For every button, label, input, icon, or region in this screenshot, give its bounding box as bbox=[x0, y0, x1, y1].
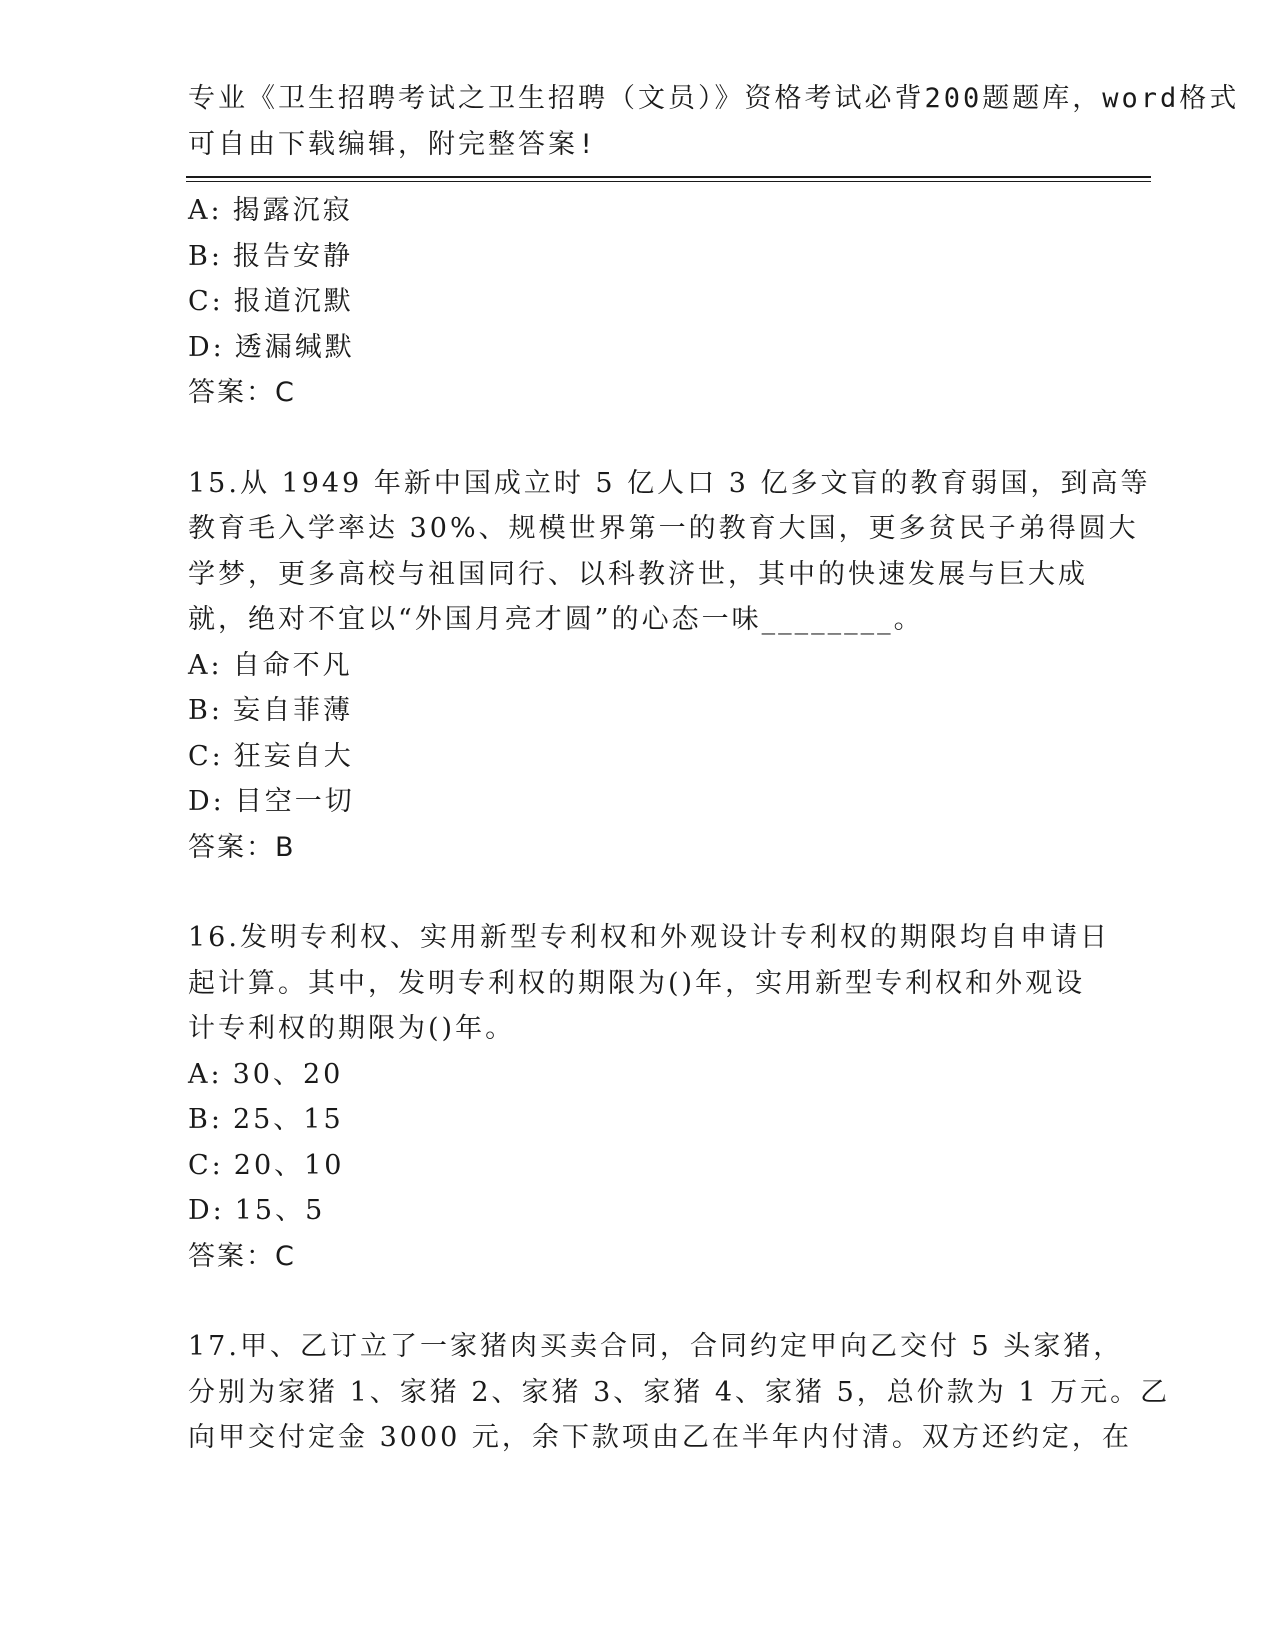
question-text-line: 就，绝对不宜以“外国月亮才圆”的心态一味________。 bbox=[188, 604, 924, 635]
option-text: 自命不凡 bbox=[232, 649, 353, 681]
header-line-1: 专业《卫生招聘考试之卫生招聘（文员）》资格考试必背200题题库，word格式 bbox=[188, 83, 1240, 114]
question-text-line: 计专利权的期限为()年。 bbox=[188, 1013, 516, 1044]
spacer bbox=[188, 416, 1088, 461]
option-a bbox=[188, 188, 1088, 234]
option-text: 狂妄自大 bbox=[233, 740, 354, 772]
question-text-line: 15.从 1949 年新中国成立时 5 亿人口 3 亿多文盲的教育弱国，到高等 bbox=[188, 467, 1151, 499]
question-text-line: 向甲交付定金 3000 元，余下款项由乙在半年内付清。双方还约定，在 bbox=[188, 1422, 1132, 1453]
option-label: D: bbox=[188, 331, 225, 363]
question-17 bbox=[188, 1324, 1171, 1461]
question-text-line: 教育毛入学率达 30%、规模世界第一的教育大国，更多贫民子弟得圆大 bbox=[188, 513, 1139, 544]
answer-line: 答案：C bbox=[188, 1240, 296, 1272]
answer-line: 答案：B bbox=[188, 831, 296, 863]
option-label: B: bbox=[188, 240, 223, 272]
option-a bbox=[188, 643, 1088, 689]
option-b bbox=[188, 688, 1088, 734]
option-label: C: bbox=[188, 286, 224, 317]
option-text: 揭露沉寂 bbox=[232, 195, 353, 226]
spacer bbox=[188, 870, 1088, 915]
option-c bbox=[188, 734, 1088, 780]
option-label: A: bbox=[188, 195, 223, 226]
document-header bbox=[188, 76, 1240, 167]
option-label: C: bbox=[188, 740, 224, 772]
option-text: 30、20 bbox=[232, 1058, 344, 1090]
option-d bbox=[188, 325, 1088, 371]
option-label: D: bbox=[188, 1195, 225, 1226]
header-line-2: 可自由下载编辑，附完整答案! bbox=[188, 128, 598, 160]
option-text: 报告安静 bbox=[232, 240, 353, 272]
option-text: 20、10 bbox=[233, 1149, 345, 1181]
header-divider-thick bbox=[186, 176, 1151, 178]
question-text-line: 学梦，更多高校与祖国同行、以科教济世，其中的快速发展与巨大成 bbox=[188, 558, 1088, 590]
option-b bbox=[188, 1097, 1088, 1143]
option-label: D: bbox=[188, 786, 225, 817]
question-text-line: 分别为家猪 1、家猪 2、家猪 3、家猪 4、家猪 5，总价款为 1 万元。乙 bbox=[188, 1376, 1171, 1408]
option-label: B: bbox=[188, 1104, 223, 1135]
option-label: C: bbox=[188, 1149, 224, 1181]
option-b bbox=[188, 234, 1088, 280]
spacer bbox=[188, 1279, 1088, 1324]
option-text: 25、15 bbox=[232, 1104, 344, 1135]
question-16 bbox=[188, 915, 1110, 1279]
question-15 bbox=[188, 461, 1151, 871]
option-d bbox=[188, 779, 1088, 825]
option-label: A: bbox=[188, 1058, 223, 1090]
option-c bbox=[188, 279, 1088, 325]
option-text: 透漏缄默 bbox=[234, 331, 355, 363]
option-text: 报道沉默 bbox=[233, 286, 354, 317]
option-text: 妄自菲薄 bbox=[232, 695, 353, 726]
header-divider-thin bbox=[186, 181, 1151, 182]
question-list bbox=[188, 188, 1171, 1461]
option-c bbox=[188, 1143, 1088, 1189]
option-text: 目空一切 bbox=[234, 786, 355, 817]
option-a bbox=[188, 1052, 1088, 1098]
question-text-line: 起计算。其中，发明专利权的期限为()年，实用新型专利权和外观设 bbox=[188, 967, 1086, 999]
answer-line: 答案：C bbox=[188, 377, 296, 408]
option-label: A: bbox=[188, 649, 223, 681]
option-d bbox=[188, 1188, 1088, 1234]
question-text-line: 16.发明专利权、实用新型专利权和外观设计专利权的期限均自申请日 bbox=[188, 922, 1110, 953]
option-text: 15、5 bbox=[234, 1195, 326, 1226]
option-label: B: bbox=[188, 695, 223, 726]
question-text-line: 17.甲、乙订立了一家猪肉买卖合同，合同约定甲向乙交付 5 头家猪， bbox=[188, 1331, 1124, 1362]
question-14 bbox=[188, 188, 1088, 416]
